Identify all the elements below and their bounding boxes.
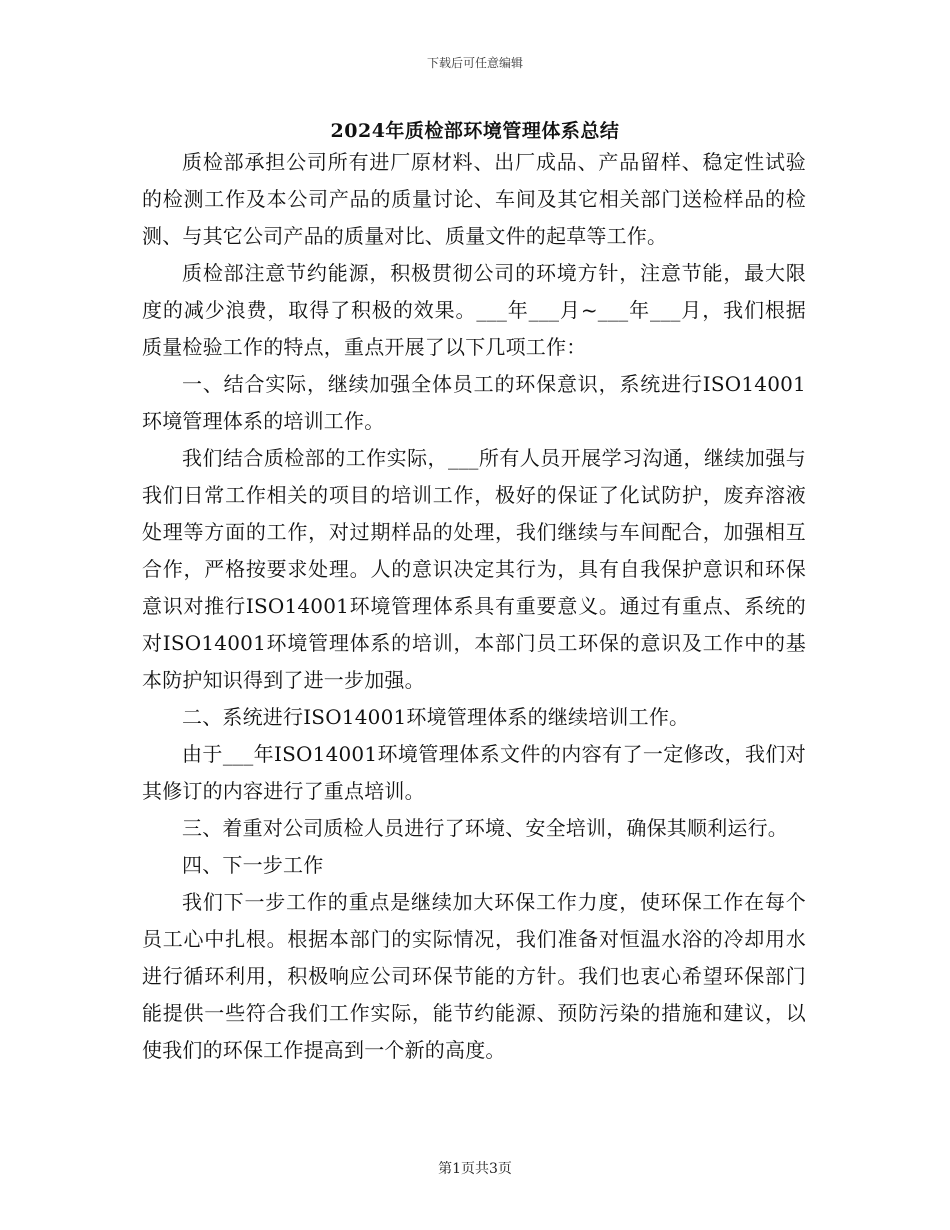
paragraph-5: 二、系统进行ISO14001环境管理体系的继续培训工作。 — [182, 705, 690, 729]
paragraph-8: 四、下一步工作 — [182, 853, 324, 877]
paragraph-4: 我们结合质检部的工作实际，___所有人员开展学习沟通，继续加强与我们日常工作相关的项目的培训工作，极好的保证了化试防护，废弃溶液处理等方面的工作，对过期样品的处理，我们继续与车间配合，加强相互合作，严格按要求处理。人的意识决定其行为，具有自我保护意识和环保意识对推行ISO14001环境管理体系具有重要意义。通过有重点、系统的对ISO14001环境管理体系的培训，本部门员工环保的意识及工作中的基本防护知识得到了进一步加强。 — [142, 446, 806, 692]
paragraph-7: 三、着重对公司质检人员进行了环境、安全培训，确保其顺利运行。 — [182, 816, 788, 840]
paragraph-1: 质检部承担公司所有进厂原材料、出厂成品、产品留样、稳定性试验的检测工作及本公司产品的质量讨论、车间及其它相关部门送检样品的检测、与其它公司产品的质量对比、质量文件的起草等工作。 — [142, 150, 806, 248]
paragraph-2: 质检部注意节约能源，积极贯彻公司的环境方针，注意节能，最大限度的减少浪费，取得了积极的效果。___年___月~___年___月，我们根据质量检验工作的特点，重点开展了以下几项工作： — [142, 261, 806, 359]
paragraph-3: 一、结合实际，继续加强全体员工的环保意识，系统进行ISO14001环境管理体系的培训工作。 — [142, 372, 806, 433]
document-title: 2024年质检部环境管理体系总结 — [330, 120, 620, 142]
header-note: 下载后可任意编辑 — [426, 56, 523, 70]
page-footer: 第1页共3页 — [438, 1161, 512, 1177]
paragraph-9: 我们下一步工作的重点是继续加大环保工作力度，使环保工作在每个员工心中扎根。根据本部门的实际情况，我们准备对恒温水浴的冷却用水进行循环利用，积极响应公司环保节能的方针。我们也衷心希望环保部门能提供一些符合我们工作实际，能节约能源、预防污染的措施和建议，以使我们的环保工作提高到一个新的高度。 — [142, 890, 806, 1062]
document-body — [142, 144, 806, 1069]
paragraph-6: 由于___年ISO14001环境管理体系文件的内容有了一定修改，我们对其修订的内容进行了重点培训。 — [142, 742, 806, 803]
